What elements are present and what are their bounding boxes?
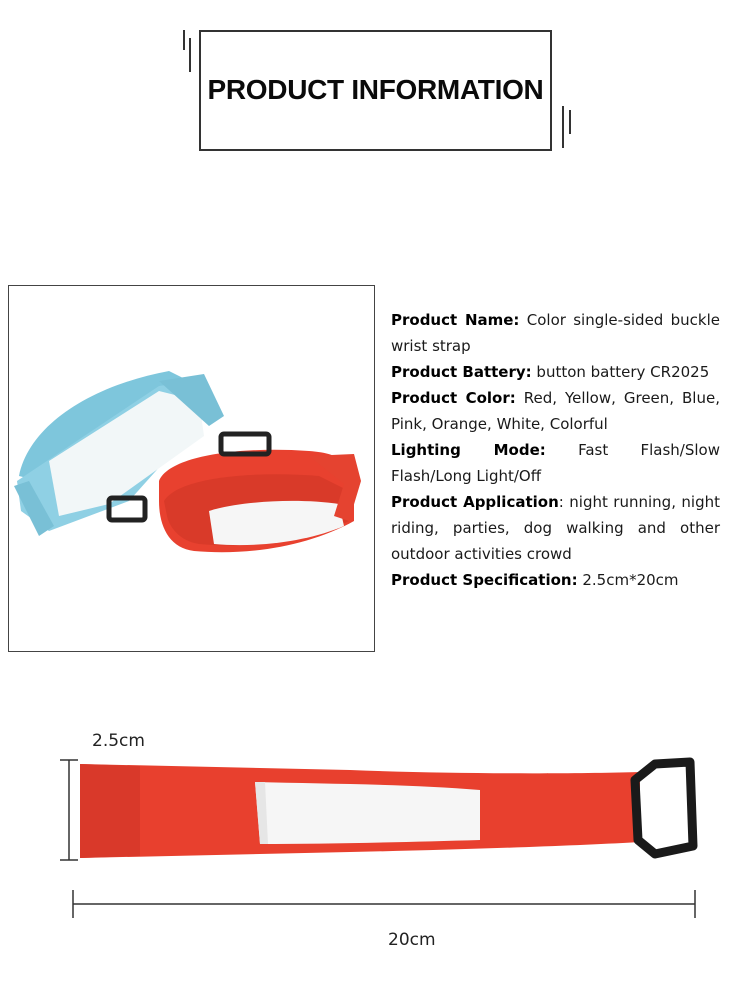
- wrist-strap-photo-icon: [9, 286, 375, 652]
- height-dimension-marker: [60, 760, 78, 860]
- red-strap: [159, 434, 361, 552]
- strap-dimension-diagram: [50, 750, 710, 870]
- product-info: [391, 307, 720, 593]
- product-spec-row: [391, 567, 720, 593]
- product-application-label: Product Application: [391, 493, 559, 511]
- product-name-row: [391, 307, 720, 359]
- product-color-row: [391, 385, 720, 437]
- header-deco-line-left-1: [183, 30, 185, 50]
- lighting-mode-label: Lighting Mode:: [391, 441, 546, 459]
- product-color-label: Product Color:: [391, 389, 516, 407]
- header-deco-line-right-1: [562, 106, 564, 148]
- product-application-value: : night running, night riding, parties, dog walking and other outdoor activities crowd: [391, 493, 720, 563]
- product-name-value: Color single-sided buckle wrist strap: [391, 311, 720, 355]
- header-deco-line-left-2: [189, 38, 191, 72]
- page-title: PRODUCT INFORMATION: [207, 74, 544, 105]
- length-dimension-marker: [60, 885, 710, 925]
- width-dimension-label: 2.5cm: [92, 731, 145, 751]
- product-application-row: [391, 489, 720, 567]
- product-battery-row: [391, 359, 720, 385]
- product-battery-label: Product Battery:: [391, 363, 532, 381]
- header-deco-line-right-2: [569, 110, 571, 134]
- product-spec-value: 2.5cm*20cm: [582, 571, 679, 589]
- lighting-mode-row: [391, 437, 720, 489]
- lighting-mode-value: Fast Flash/Slow Flash/Long Light/Off: [391, 441, 720, 485]
- product-photo: [8, 285, 375, 652]
- product-name-label: Product Name:: [391, 311, 520, 329]
- length-dimension-label: 20cm: [388, 930, 436, 950]
- product-color-value: Red, Yellow, Green, Blue, Pink, Orange, White, Colorful: [391, 389, 720, 433]
- product-battery-value: button battery CR2025: [536, 363, 710, 381]
- product-spec-label: Product Specification:: [391, 571, 578, 589]
- flat-strap: [80, 762, 693, 858]
